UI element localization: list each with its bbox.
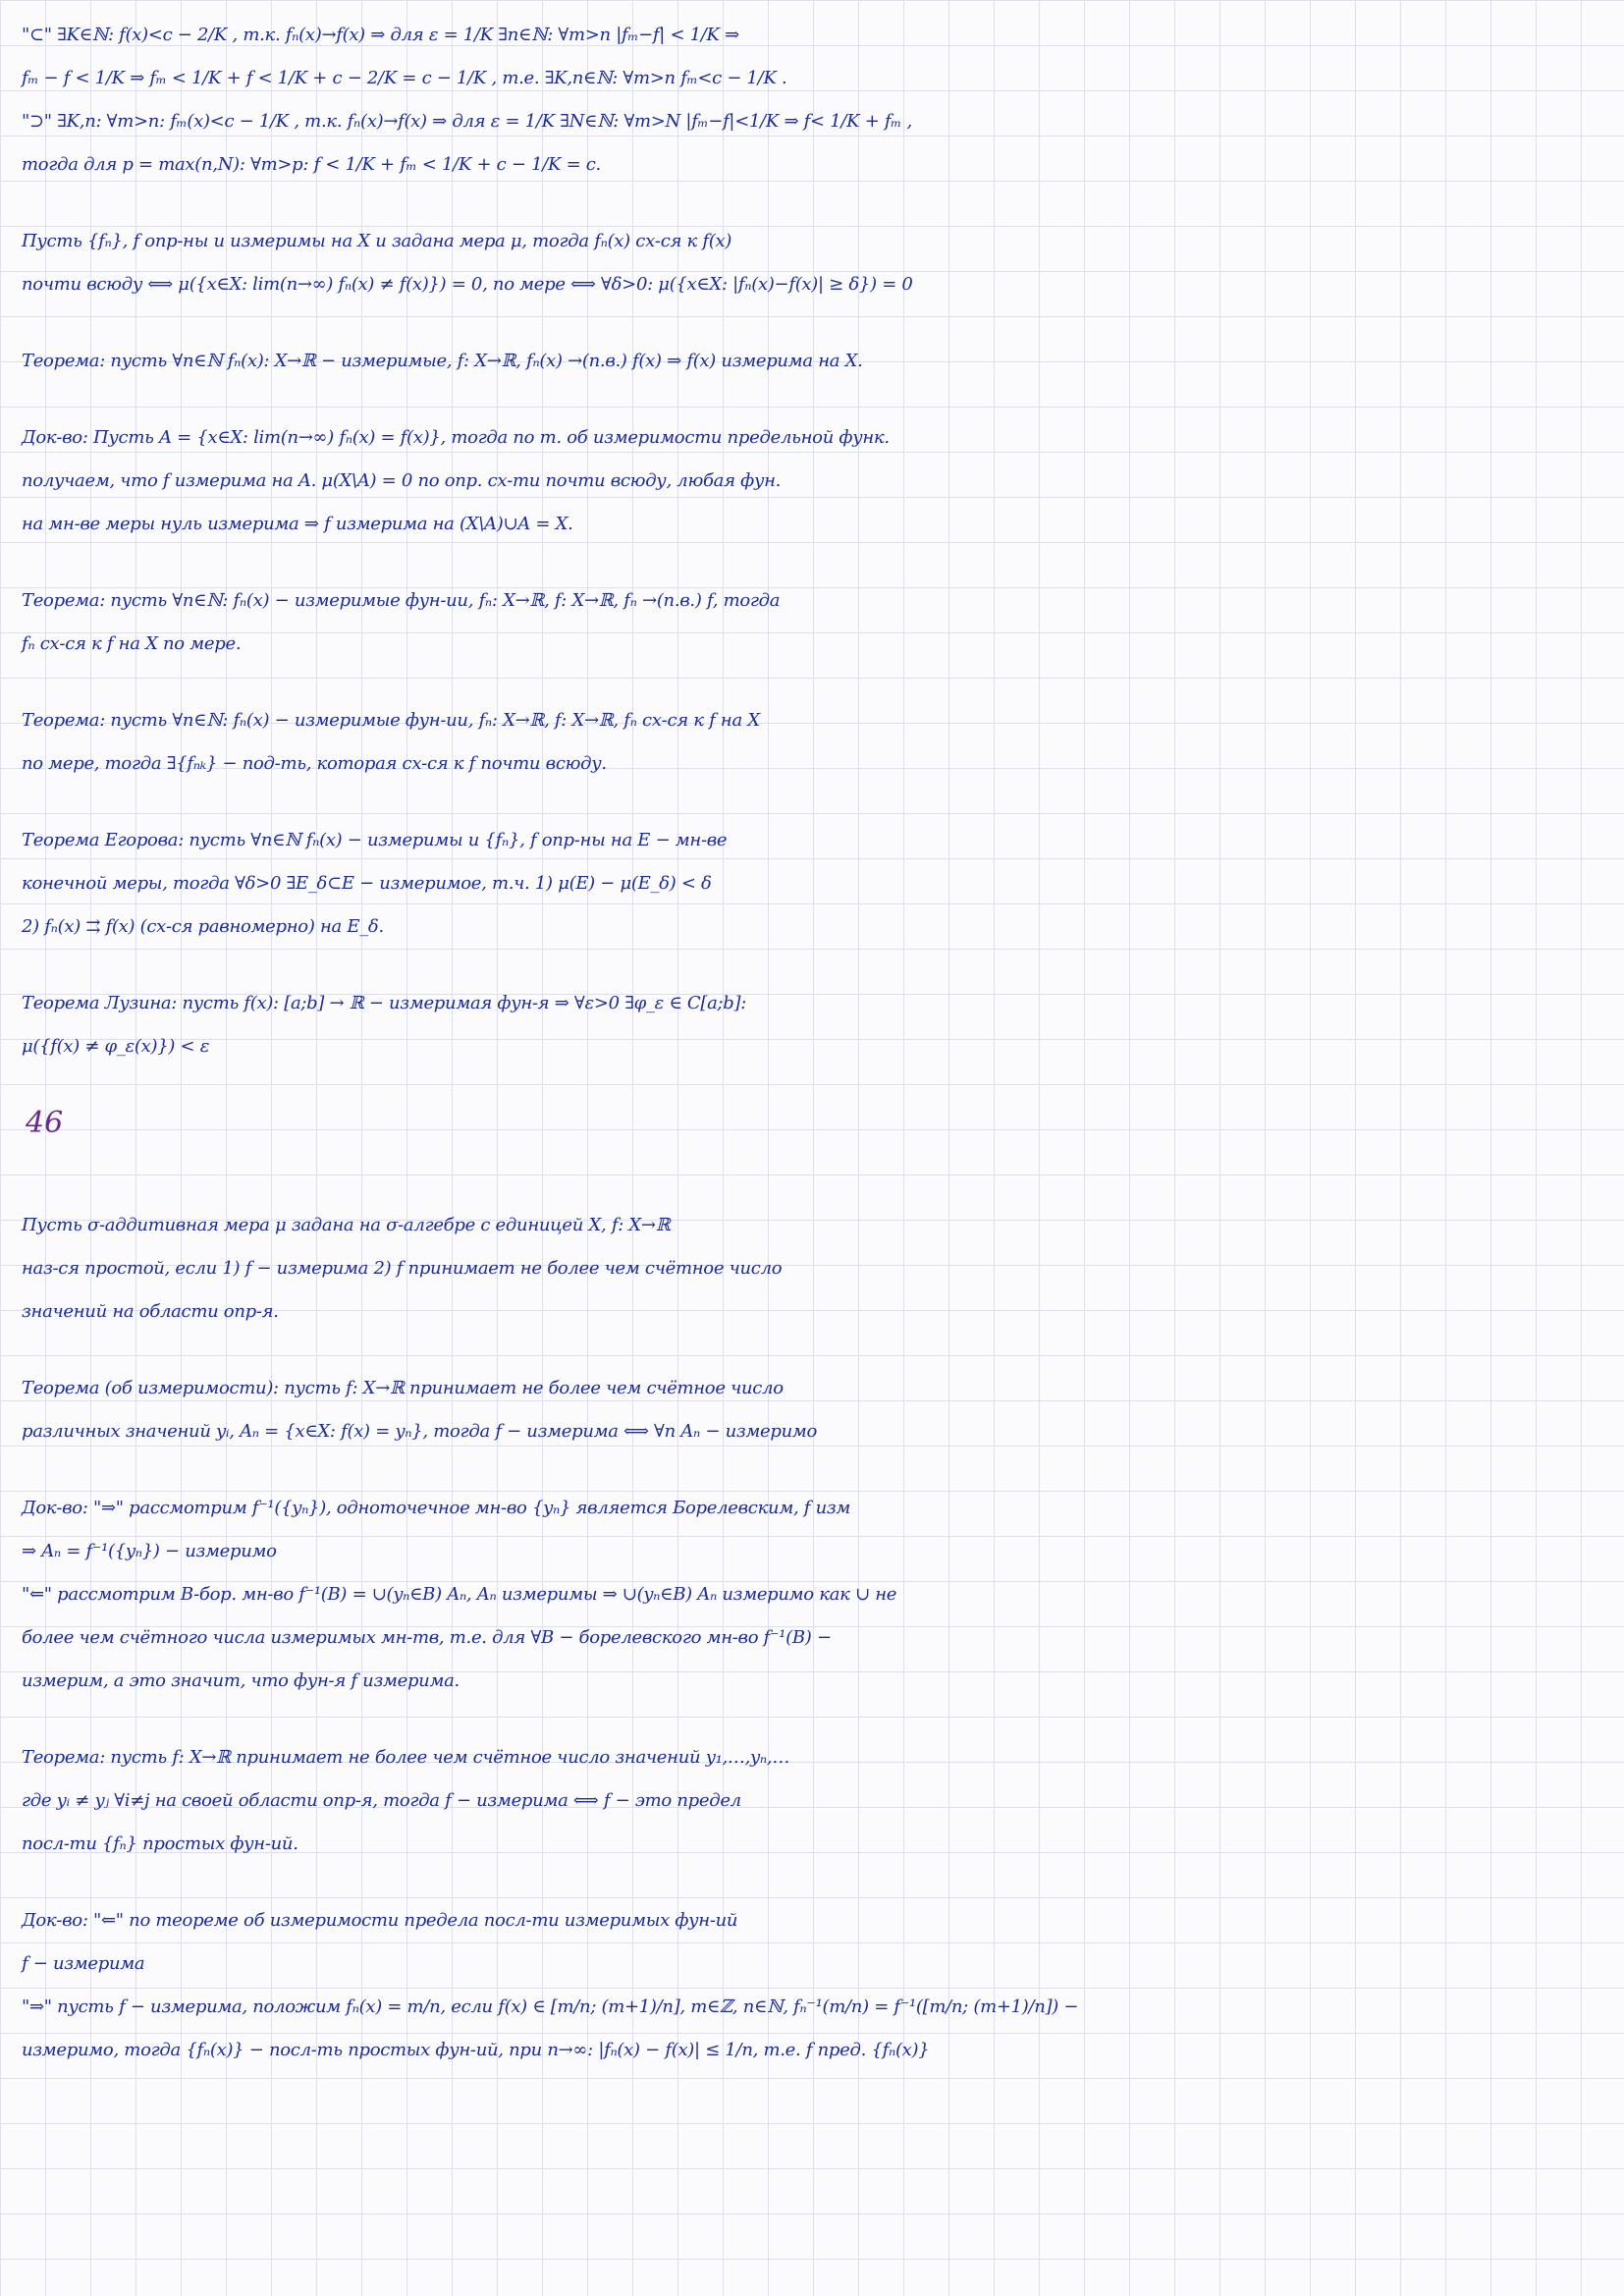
text-line: Теорема Егорова: пусть ∀n∈ℕ fₙ(x) − измеримы и {fₙ}, f опр-ны на E − мн-ве	[22, 830, 728, 850]
text-line: тогда для p = max(n,N): ∀m>p: f < 1/K + fₘ < 1/K + c − 1/K = c.	[22, 154, 601, 175]
text-line: "⇐" рассмотрим B-бор. мн-во f⁻¹(B) = ∪(yₙ∈B) Aₙ, Aₙ измеримы ⇒ ∪(yₙ∈B) Aₙ измеримо как ∪ не	[22, 1584, 897, 1605]
text-line: значений на области опр-я.	[22, 1301, 279, 1322]
text-line: Док-во: Пусть A = {x∈X: lim(n→∞) fₙ(x) = f(x)}, тогда по т. об измеримости предельной функ.	[22, 427, 890, 448]
theorem-egorov	[22, 819, 1604, 949]
text-line: посл-ти {fₙ} простых фун-ий.	[22, 1833, 298, 1854]
text-line: Док-во: "⇒" рассмотрим f⁻¹({yₙ}), одноточечное мн-во {yₙ} является Борелевским, f изм	[22, 1498, 851, 1518]
text-line: ⇒ Aₙ = f⁻¹({yₙ}) − измеримо	[22, 1541, 277, 1561]
text-line: Теорема: пусть ∀n∈ℕ: fₙ(x) − измеримые фун-ии, fₙ: X→ℝ, f: X→ℝ, fₙ →(п.в.) f, тогда	[22, 590, 781, 611]
theorem-measurability	[22, 1367, 1604, 1453]
top-proof	[22, 14, 1604, 187]
text-line: получаем, что f измерима на A. μ(X\A) = 0 по опр. сх-ти почти всюду, любая фун.	[22, 470, 782, 491]
text-line: μ({f(x) ≠ φ_ε(x)}) < ε	[22, 1036, 210, 1057]
theorem-1	[22, 340, 1604, 383]
notebook-page	[22, 14, 1604, 2105]
text-line: Док-во: "⇐" по теореме об измеримости предела посл-ти измеримых фун-ий	[22, 1910, 738, 1931]
definition-convergence	[22, 220, 1604, 306]
text-line: измерим, а это значит, что фун-я f измерима.	[22, 1670, 460, 1691]
proof-measurability	[22, 1487, 1604, 1703]
text-line: Пусть σ-аддитивная мера μ задана на σ-алгебре с единицей X, f: X→ℝ	[22, 1215, 671, 1235]
text-line: Теорема: пусть f: X→ℝ принимает не более чем счётное число значений y₁,…,yₙ,…	[22, 1747, 790, 1768]
page-number: 46	[26, 1106, 64, 1140]
text-line: fₙ сх-ся к f на X по мере.	[22, 633, 242, 654]
text-line: конечной меры, тогда ∀δ>0 ∃E_δ⊂E − измеримое, т.ч. 1) μ(E) − μ(E_δ) < δ	[22, 873, 712, 894]
theorem-luzin	[22, 982, 1604, 1068]
text-line: на мн-ве меры нуль измерима ⇒ f измерима на (X\A)∪A = X.	[22, 514, 573, 534]
text-line: "⊃" ∃K,n: ∀m>n: fₘ(x)<c − 1/K , т.к. fₙ(x)→f(x) ⇒ для ε = 1/K ∃N∈ℕ: ∀m>N |fₘ−f|<1/K ⇒ f< 1/K + fₘ ,	[22, 111, 912, 132]
text-line: более чем счётного числа измеримых мн-тв, т.е. для ∀B − борелевского мн-во f⁻¹(B) −	[22, 1627, 832, 1648]
text-line: Теорема: пусть ∀n∈ℕ: fₙ(x) − измеримые фун-ии, fₙ: X→ℝ, f: X→ℝ, fₙ сх-ся к f на X	[22, 710, 760, 731]
text-line: различных значений yᵢ, Aₙ = {x∈X: f(x) = yₙ}, тогда f − измерима ⟺ ∀n Aₙ − измеримо	[22, 1421, 818, 1442]
text-line: Теорема (об измеримости): пусть f: X→ℝ принимает не более чем счётное число	[22, 1378, 784, 1398]
text-line: по мере, тогда ∃{fₙₖ} − под-ть, которая сх-ся к f почти всюду.	[22, 753, 607, 774]
text-line: наз-ся простой, если 1) f − измерима 2) f принимает не более чем счётное число	[22, 1258, 783, 1279]
text-line: f − измерима	[22, 1953, 145, 1974]
text-line: почти всюду ⟺ μ({x∈X: lim(n→∞) fₙ(x) ≠ f(x)}) = 0, по мере ⟺ ∀δ>0: μ({x∈X: |fₙ(x)−f(x)| ≥ δ}) = 0	[22, 274, 913, 295]
text-line: Пусть {fₙ}, f опр-ны и измеримы на X и задана мера μ, тогда fₙ(x) сх-ся к f(x)	[22, 231, 732, 251]
text-line: Теорема: пусть ∀n∈ℕ fₙ(x): X→ℝ − измеримые, f: X→ℝ, fₙ(x) →(п.в.) f(x) ⇒ f(x) измерима на X.	[22, 351, 863, 371]
theorem-2	[22, 579, 1604, 666]
text-line: "⊂" ∃K∈ℕ: f(x)<c − 2/K , т.к. fₙ(x)→f(x) ⇒ для ε = 1/K ∃n∈ℕ: ∀m>n |fₘ−f| < 1/K ⇒	[22, 25, 739, 45]
text-line: измеримо, тогда {fₙ(x)} − посл-ть простых фун-ий, при n→∞: |fₙ(x) − f(x)| ≤ 1/n, т.е. f пред. {fₙ(x)}	[22, 2040, 930, 2060]
proof-1	[22, 416, 1604, 546]
text-line: fₘ − f < 1/K ⇒ fₘ < 1/K + f < 1/K + c − 2/K = c − 1/K , т.е. ∃K,n∈ℕ: ∀m>n fₘ<c − 1/K .	[22, 68, 787, 88]
text-line: "⇒" пусть f − измерима, положим fₙ(x) = m/n, если f(x) ∈ [m/n; (m+1)/n], m∈ℤ, n∈ℕ, fₙ⁻¹(m/n) = f⁻¹([m/n; (m+1)/n]) −	[22, 1996, 1079, 2017]
text-line: Теорема Лузина: пусть f(x): [a;b] → ℝ − измеримая фун-я ⇒ ∀ε>0 ∃φ_ε ∈ C[a;b]:	[22, 993, 746, 1013]
text-line: где yᵢ ≠ yⱼ ∀i≠j на своей области опр-я, тогда f − измерима ⟺ f − это предел	[22, 1790, 741, 1811]
theorem-3	[22, 699, 1604, 786]
proof-limit	[22, 1899, 1604, 2072]
text-line: 2) fₙ(x) ⇉ f(x) (сх-ся равномерно) на E_δ.	[22, 916, 384, 937]
theorem-limit	[22, 1736, 1604, 1866]
definition-simple	[22, 1204, 1604, 1334]
